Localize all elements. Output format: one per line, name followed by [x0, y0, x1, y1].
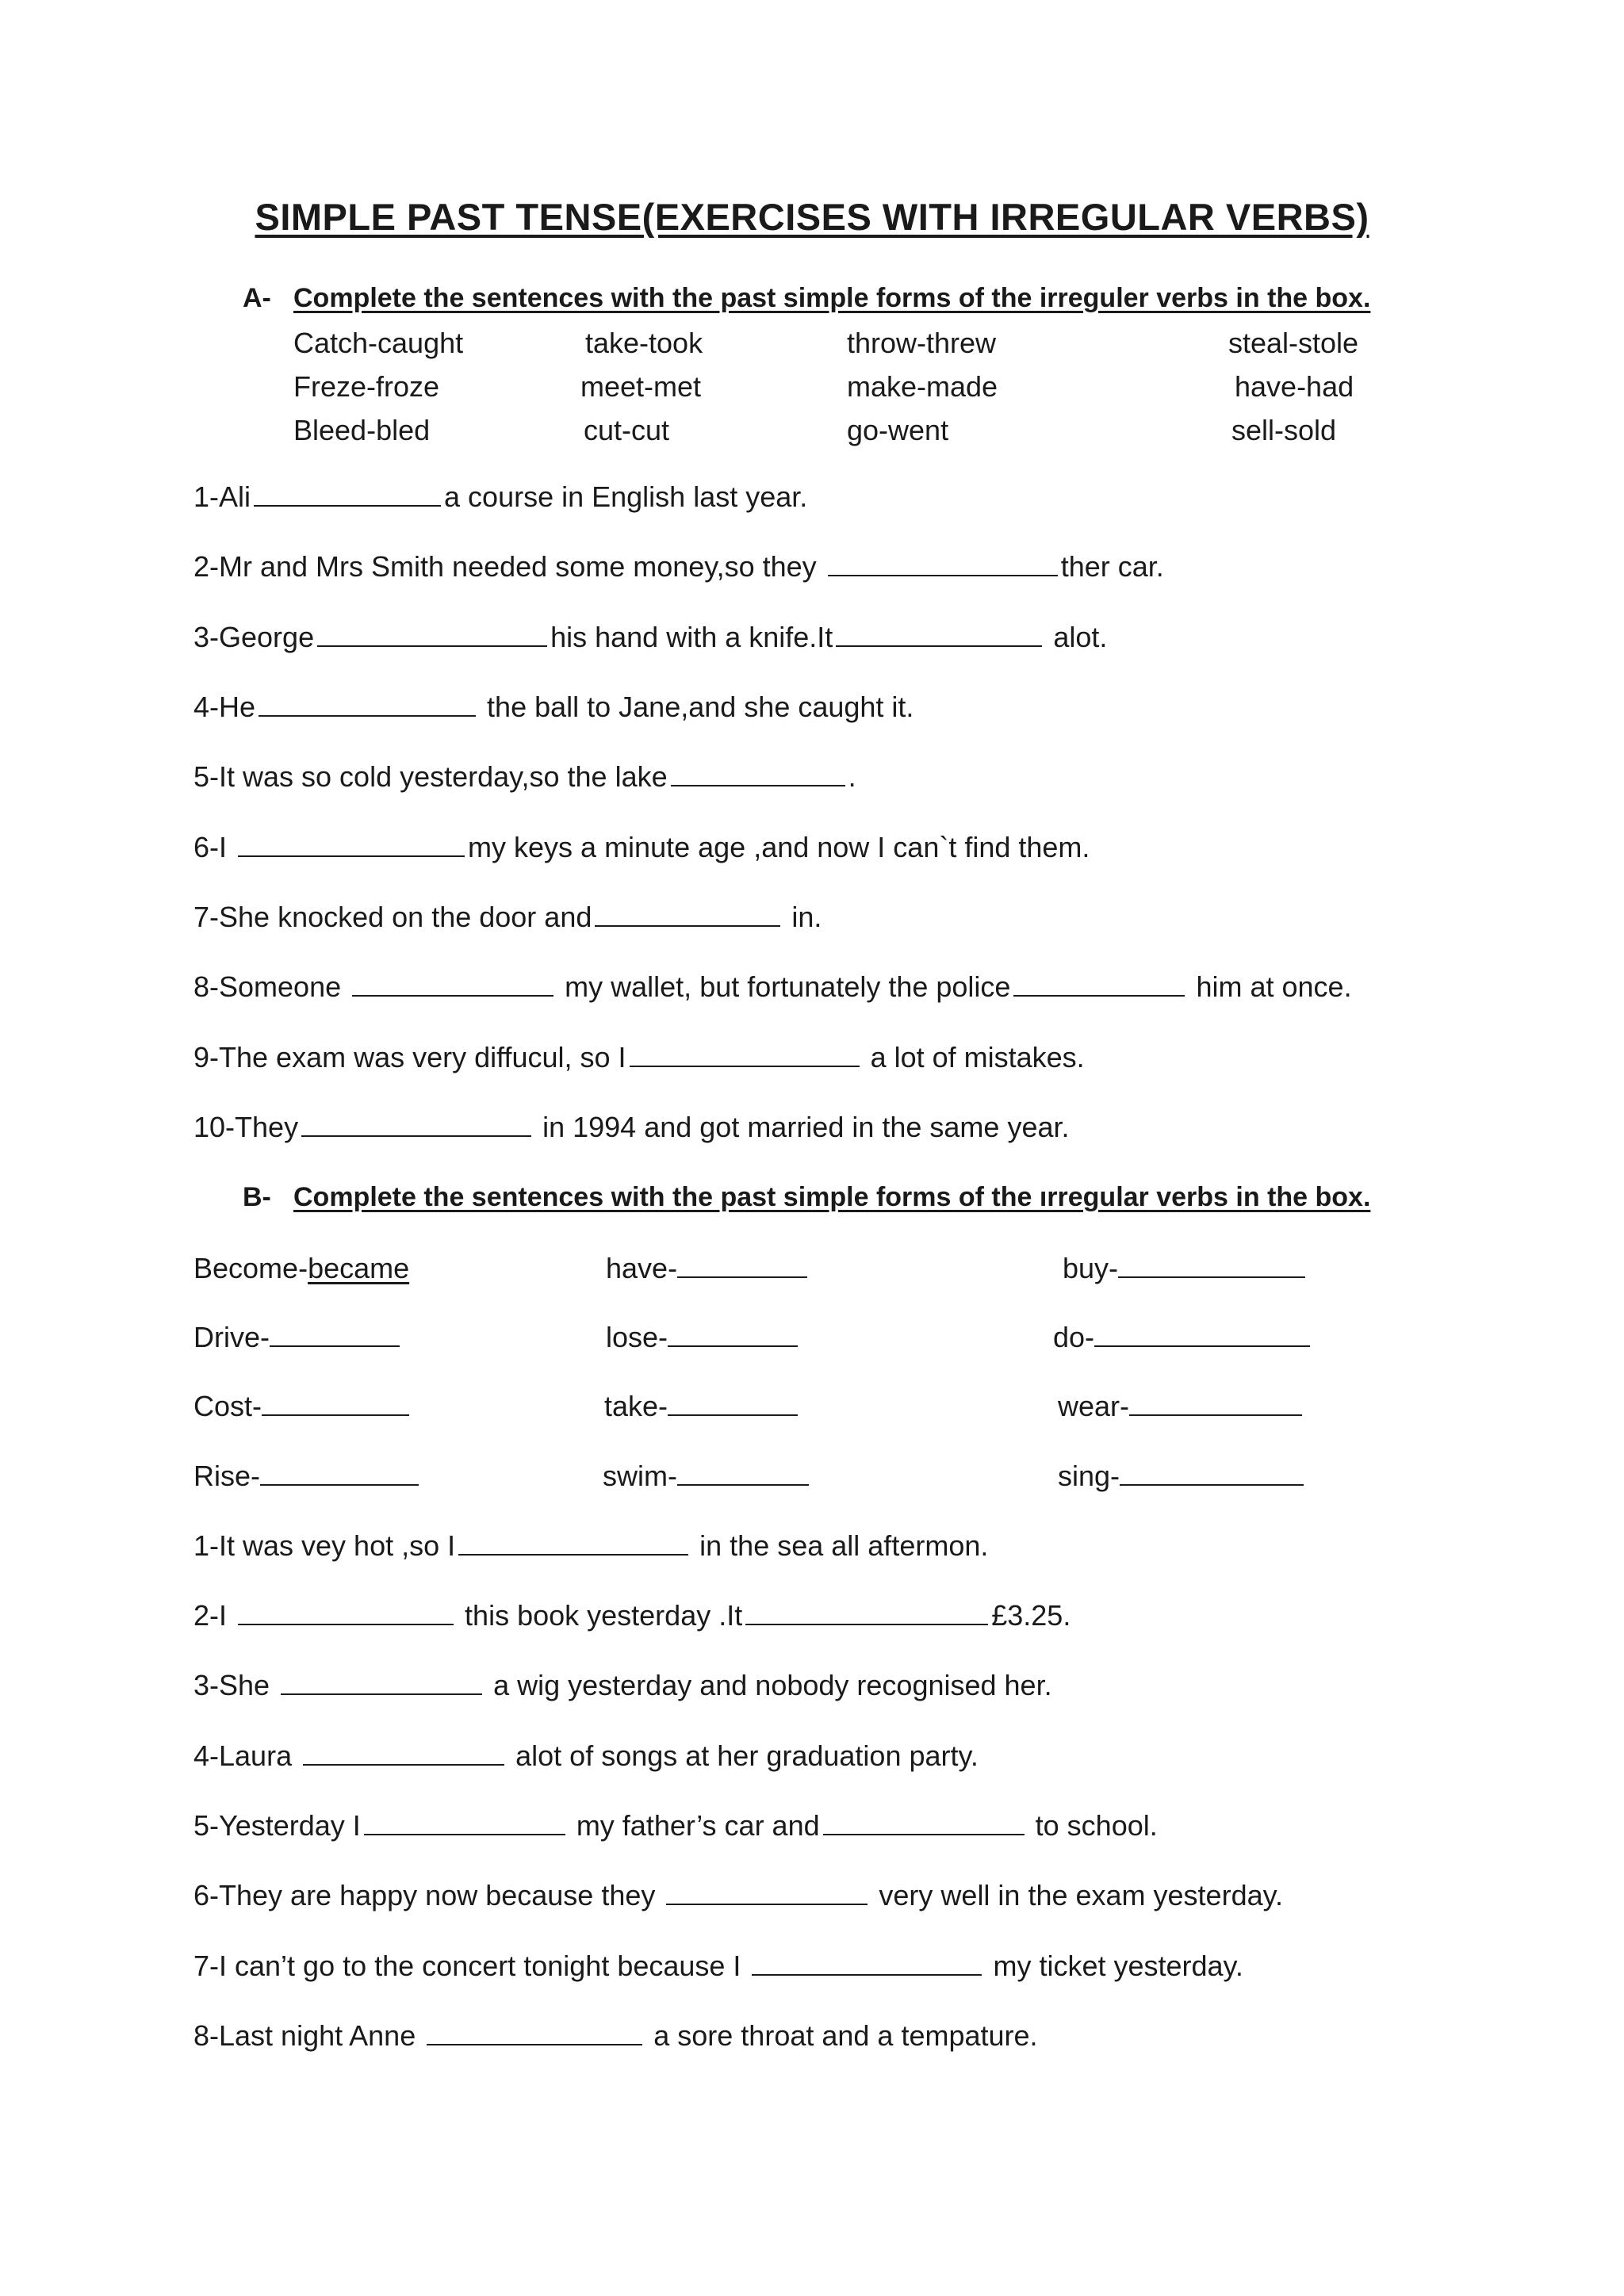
answer-blank[interactable]	[1013, 971, 1185, 997]
exercise-b-sentence-2: 2-I this book yesterday .It £3.25.	[193, 1599, 1071, 1632]
exercise-b-sentence-8: 8-Last night Anne a sore throat and a tempature.	[193, 2019, 1038, 2052]
answer-blank[interactable]	[666, 1880, 868, 1905]
verb-grid-b-item: swim-	[603, 1460, 812, 1493]
verb-grid-b-item: wear-	[1058, 1390, 1305, 1423]
section-b-instruction: Complete the sentences with the past simple forms of the ırregular verbs in the box.	[293, 1182, 1371, 1212]
verb-box-a-item: cut-cut	[584, 414, 670, 446]
exercise-b-sentence-5: 5-Yesterday I my father’s car and to school.	[193, 1809, 1158, 1842]
exercise-a-sentence-10: 10-They in 1994 and got married in the same year.	[193, 1111, 1070, 1143]
answer-blank[interactable]	[828, 551, 1058, 576]
verb-box-a-item: sell-sold	[1231, 414, 1337, 446]
answer-blank[interactable]	[752, 1950, 982, 1976]
answer-blank[interactable]	[1094, 1322, 1310, 1347]
section-b-letter: B-	[243, 1182, 271, 1212]
answer-blank[interactable]	[836, 622, 1042, 647]
answer-blank[interactable]	[254, 481, 441, 507]
verb-grid-b-item: Cost-	[193, 1390, 412, 1423]
answer-blank[interactable]	[238, 832, 465, 857]
answer-blank[interactable]	[677, 1460, 809, 1486]
answer-blank[interactable]	[677, 1253, 807, 1278]
page-title: SIMPLE PAST TENSE(EXERCISES WITH IRREGULAR VERBS)	[255, 196, 1369, 238]
verb-grid-b-item: Drive-	[193, 1321, 403, 1354]
answer-blank[interactable]	[668, 1391, 798, 1416]
verb-box-a-item: Catch-caught	[293, 327, 464, 359]
example-answer: became	[308, 1252, 410, 1284]
verb-grid-b-item: have-	[606, 1252, 810, 1285]
exercise-a-sentence-2: 2-Mr and Mrs Smith needed some money,so they ther car.	[193, 550, 1164, 583]
answer-blank[interactable]	[260, 1460, 419, 1486]
exercise-b-sentence-1: 1-It was vey hot ,so I in the sea all aftermon.	[193, 1529, 989, 1562]
exercise-b-sentence-6: 6-They are happy now because they very well in the exam yesterday.	[193, 1879, 1283, 1911]
answer-blank[interactable]	[671, 761, 845, 786]
answer-blank[interactable]	[270, 1322, 400, 1347]
answer-blank[interactable]	[458, 1530, 688, 1556]
exercise-a-sentence-1: 1-Ali a course in English last year.	[193, 480, 808, 513]
verb-box-a-item: throw-threw	[847, 327, 997, 359]
answer-blank[interactable]	[262, 1391, 409, 1416]
answer-blank[interactable]	[823, 1810, 1025, 1835]
answer-blank[interactable]	[259, 691, 476, 717]
exercise-a-sentence-9: 9-The exam was very diffucul, so I a lot of mistakes.	[193, 1041, 1085, 1073]
answer-blank[interactable]	[1118, 1253, 1305, 1278]
verb-grid-b-item: Rise-	[193, 1460, 422, 1493]
answer-blank[interactable]	[281, 1670, 482, 1695]
answer-blank[interactable]	[595, 901, 780, 927]
answer-blank[interactable]	[745, 1600, 988, 1625]
verb-box-a-item: Freze-froze	[293, 370, 440, 403]
section-b-heading	[243, 1182, 1591, 1213]
answer-blank[interactable]	[427, 2020, 642, 2045]
answer-blank[interactable]	[238, 1600, 454, 1625]
section-a-letter: A-	[243, 283, 271, 313]
answer-blank[interactable]	[364, 1810, 565, 1835]
verb-grid-b-item: lose-	[606, 1321, 801, 1354]
exercise-a-sentence-5: 5-It was so cold yesterday,so the lake .	[193, 760, 856, 793]
answer-blank[interactable]	[352, 971, 553, 997]
section-a-heading	[243, 283, 1591, 314]
verb-grid-b-item: Become-became	[193, 1252, 410, 1284]
answer-blank[interactable]	[668, 1322, 798, 1347]
verb-box-a-item: meet-met	[580, 370, 702, 403]
verb-box-a-item: Bleed-bled	[293, 414, 431, 446]
exercise-b-sentence-3: 3-She a wig yesterday and nobody recognised her.	[193, 1669, 1052, 1701]
answer-blank[interactable]	[630, 1042, 860, 1067]
exercise-a-sentence-3: 3-George his hand with a knife.It alot.	[193, 621, 1108, 653]
answer-blank[interactable]	[1129, 1391, 1302, 1416]
answer-blank[interactable]	[317, 622, 547, 647]
exercise-a-sentence-8: 8-Someone my wallet, but fortunately the police him at once.	[193, 970, 1352, 1003]
verb-grid-b-item: do-	[1053, 1321, 1313, 1354]
exercise-b-sentence-4: 4-Laura alot of songs at her graduation party.	[193, 1739, 979, 1772]
verb-box-a-item: go-went	[847, 414, 949, 446]
verb-box-a-item: steal-stole	[1228, 327, 1359, 359]
verb-grid-b-item: sing-	[1058, 1460, 1307, 1493]
answer-blank[interactable]	[301, 1112, 531, 1137]
verb-box-a-item: have-had	[1235, 370, 1354, 403]
answer-blank[interactable]	[303, 1740, 504, 1766]
exercise-b-sentence-7: 7-I can’t go to the concert tonight because I my ticket yesterday.	[193, 1950, 1243, 1982]
verb-box-a-item: take-took	[585, 327, 703, 359]
exercise-a-sentence-6: 6-I my keys a minute age ,and now I can`t find them.	[193, 831, 1090, 863]
verb-grid-b-item: take-	[604, 1390, 801, 1423]
exercise-a-sentence-7: 7-She knocked on the door and in.	[193, 901, 822, 933]
verb-grid-b-item: buy-	[1063, 1252, 1308, 1285]
verb-box-a-item: make-made	[847, 370, 998, 403]
answer-blank[interactable]	[1120, 1460, 1304, 1486]
section-a-instruction: Complete the sentences with the past simple forms of the irreguler verbs in the box.	[293, 283, 1371, 313]
exercise-a-sentence-4: 4-He the ball to Jane,and she caught it.	[193, 691, 914, 723]
